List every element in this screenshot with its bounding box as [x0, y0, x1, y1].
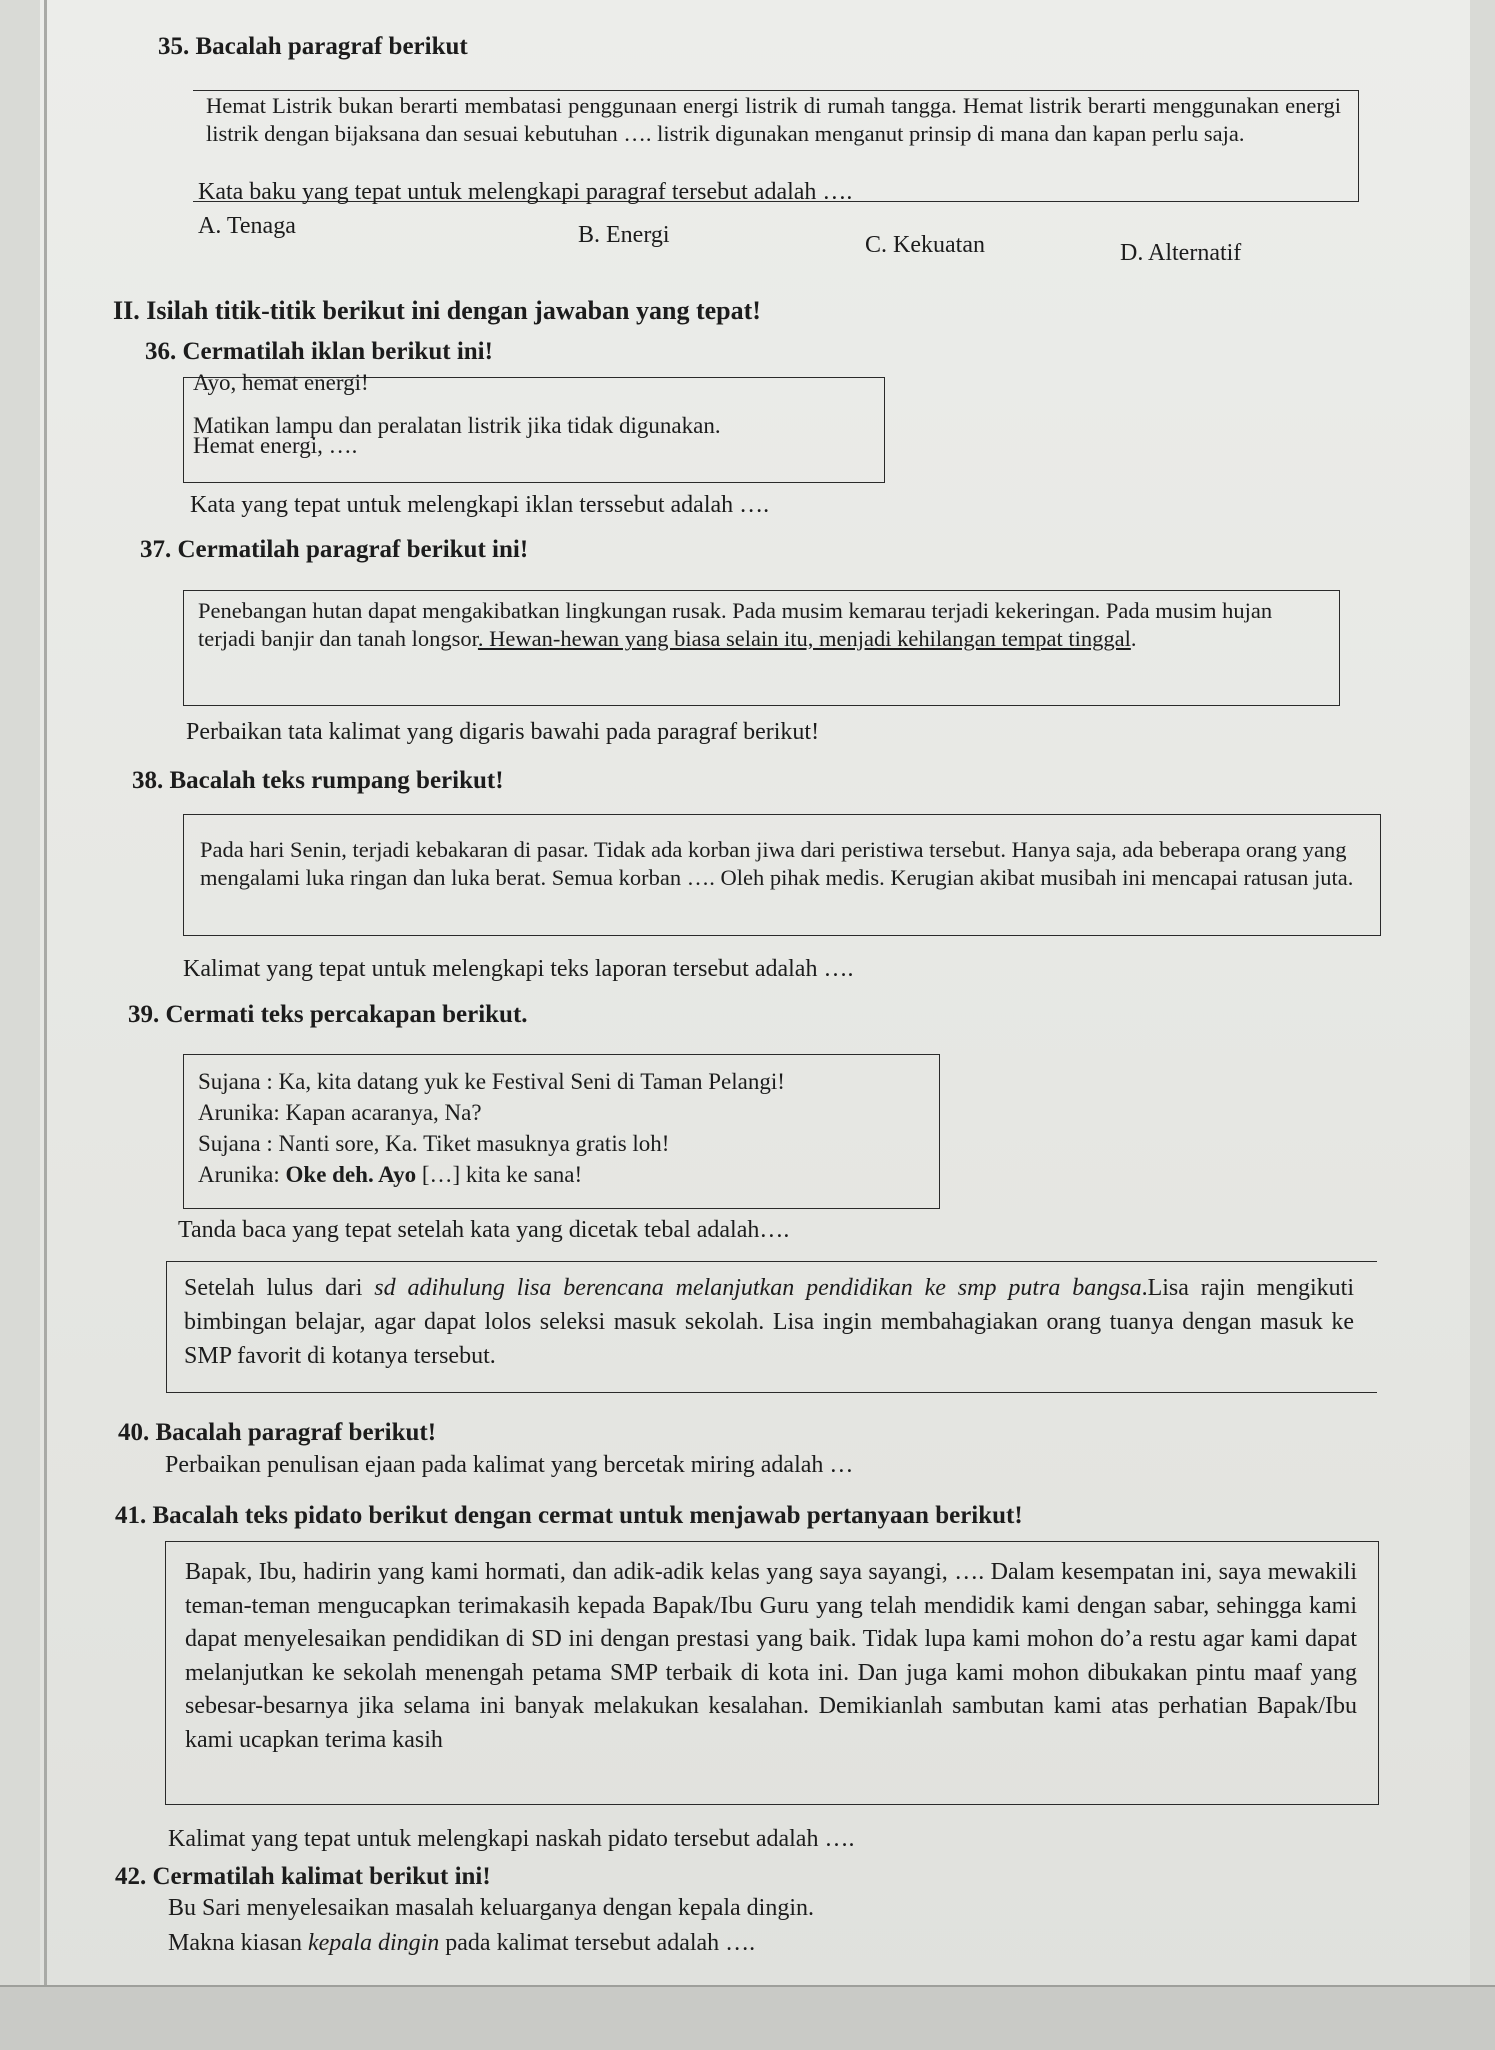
q40-heading: 40. Bacalah paragraf berikut! — [118, 1419, 437, 1446]
dialogue-line: Sujana : Nanti sore, Ka. Tiket masuknya gratis loh! — [198, 1131, 670, 1156]
dialogue-line: Sujana : Ka, kita datang yuk ke Festival Seni di Taman Pelangi! — [198, 1069, 785, 1094]
q35-question: Kata baku yang tepat untuk melengkapi paragraf tersebut adalah …. — [198, 179, 853, 205]
q35-heading: 35. Bacalah paragraf berikut — [158, 33, 468, 60]
q37-question: Perbaikan tata kalimat yang digaris bawahi pada paragraf berikut! — [186, 719, 820, 745]
q42-sentence: Bu Sari menyelesaikan masalah keluarganya dengan kepala dingin. — [168, 1895, 815, 1921]
q40-italic-sentence: sd adihulung lisa berencana melanjutkan pendidikan ke smp putra bangsa — [374, 1275, 1142, 1301]
q38-passage: Pada hari Senin, terjadi kebakaran di pasar. Tidak ada korban jiwa dari peristiwa tersebut. Hanya saja, ada beberapa orang yang mengalami luka ringan dan luka berat. Semua korban …. Oleh pihak medis. Kerugian akibat musibah ini mencapai ratusan juta. — [200, 837, 1354, 890]
q38-heading: 38. Bacalah teks rumpang berikut! — [132, 767, 504, 794]
q39-heading: 39. Cermati teks percakapan berikut. — [128, 1001, 528, 1028]
q42-heading: 42. Cermatilah kalimat berikut ini! — [115, 1863, 491, 1890]
q42-question: Makna kiasan kepala dingin pada kalimat tersebut adalah …. — [168, 1930, 756, 1956]
dialogue-line: Arunika: Oke deh. Ayo […] kita ke sana! — [198, 1162, 583, 1187]
q39-question: Tanda baca yang tepat setelah kata yang dicetak tebal adalah…. — [178, 1217, 790, 1243]
q36-heading: 36. Cermatilah iklan berikut ini! — [145, 338, 493, 365]
q39-dialogue — [198, 1066, 785, 1190]
q41-passage: Bapak, Ibu, hadirin yang kami hormati, dan adik-adik kelas yang saya sayangi, …. Dalam kesempatan ini, saya mewakili teman-teman mengucapkan terimakasih kepada Bapak/Ibu Guru yang telah mendidik kami dengan sabar, sehingga kami dapat menyelesaikan pendidikan di SD ini dengan prestasi yang baik. Tidak lupa kami mohon do’a restu agar kami dapat melanjutkan ke sekolah menengah petama SMP terbaik di kota ini. Dan juga kami mohon dibukakan pintu maaf yang sebesar-besarnya jika selama ini banyak melakukan kesalahan. Demikianlah sambutan kami atas perhatian Bapak/Ibu kami ucapkan terima kasih — [185, 1559, 1357, 1753]
section-2-title: II. Isilah titik-titik berikut ini dengan jawaban yang tepat! — [113, 296, 761, 325]
dialogue-line: Arunika: Kapan acaranya, Na? — [198, 1100, 482, 1125]
q39-bold-word: Oke deh. Ayo — [279, 1162, 417, 1187]
q36-ad-line-2: Matikan lampu dan peralatan listrik jika tidak digunakan. — [193, 413, 721, 438]
q35-option-c: C. Kekuatan — [865, 232, 985, 258]
q40-passage: Setelah lulus dari sd adihulung lisa berencana melanjutkan pendidikan ke smp putra bangsa.Lisa rajin mengikuti bimbingan belajar, agar dapat lolos seleksi masuk sekolah. Lisa ingin membahagiakan orang tuanya dengan masuk ke SMP favorit di kotanya tersebut. — [184, 1275, 1354, 1369]
q41-question: Kalimat yang tepat untuk melengkapi naskah pidato tersebut adalah …. — [168, 1826, 855, 1852]
q35-passage: Hemat Listrik bukan berarti membatasi penggunaan energi listrik di rumah tangga. Hemat listrik berarti menggunakan energi listrik dengan bijaksana dan sesuai kebutuhan …. listrik digunakan menganut prinsip di mana dan kapan perlu saja. — [206, 93, 1341, 146]
q36-question: Kata yang tepat untuk melengkapi iklan terssebut adalah …. — [190, 492, 770, 518]
q38-question: Kalimat yang tepat untuk melengkapi teks laporan tersebut adalah …. — [183, 956, 854, 982]
q40-question: Perbaikan penulisan ejaan pada kalimat yang bercetak miring adalah … — [165, 1452, 854, 1478]
q36-ad-line-1: Ayo, hemat energi! — [193, 370, 369, 395]
q35-option-b: B. Energi — [578, 222, 670, 248]
q35-option-a: A. Tenaga — [198, 213, 296, 239]
q37-underlined-sentence: . Hewan-hewan yang biasa selain itu, menjadi kehilangan tempat tinggal — [477, 626, 1131, 651]
q35-option-d: D. Alternatif — [1120, 240, 1242, 266]
q41-heading: 41. Bacalah teks pidato berikut dengan cermat untuk menjawab pertanyaan berikut! — [115, 1502, 1023, 1529]
q37-passage: Penebangan hutan dapat mengakibatkan lingkungan rusak. Pada musim kemarau terjadi kekeringan. Pada musim hujan terjadi banjir dan tanah longsor. Hewan-hewan yang biasa selain itu, menjadi kehilangan tempat tinggal. — [198, 598, 1273, 651]
page-binding-line — [44, 0, 47, 2000]
page-bottom-edge — [0, 1985, 1495, 2050]
q36-ad-line-3: Hemat energi, …. — [193, 433, 358, 458]
q37-heading: 37. Cermatilah paragraf berikut ini! — [140, 536, 529, 563]
